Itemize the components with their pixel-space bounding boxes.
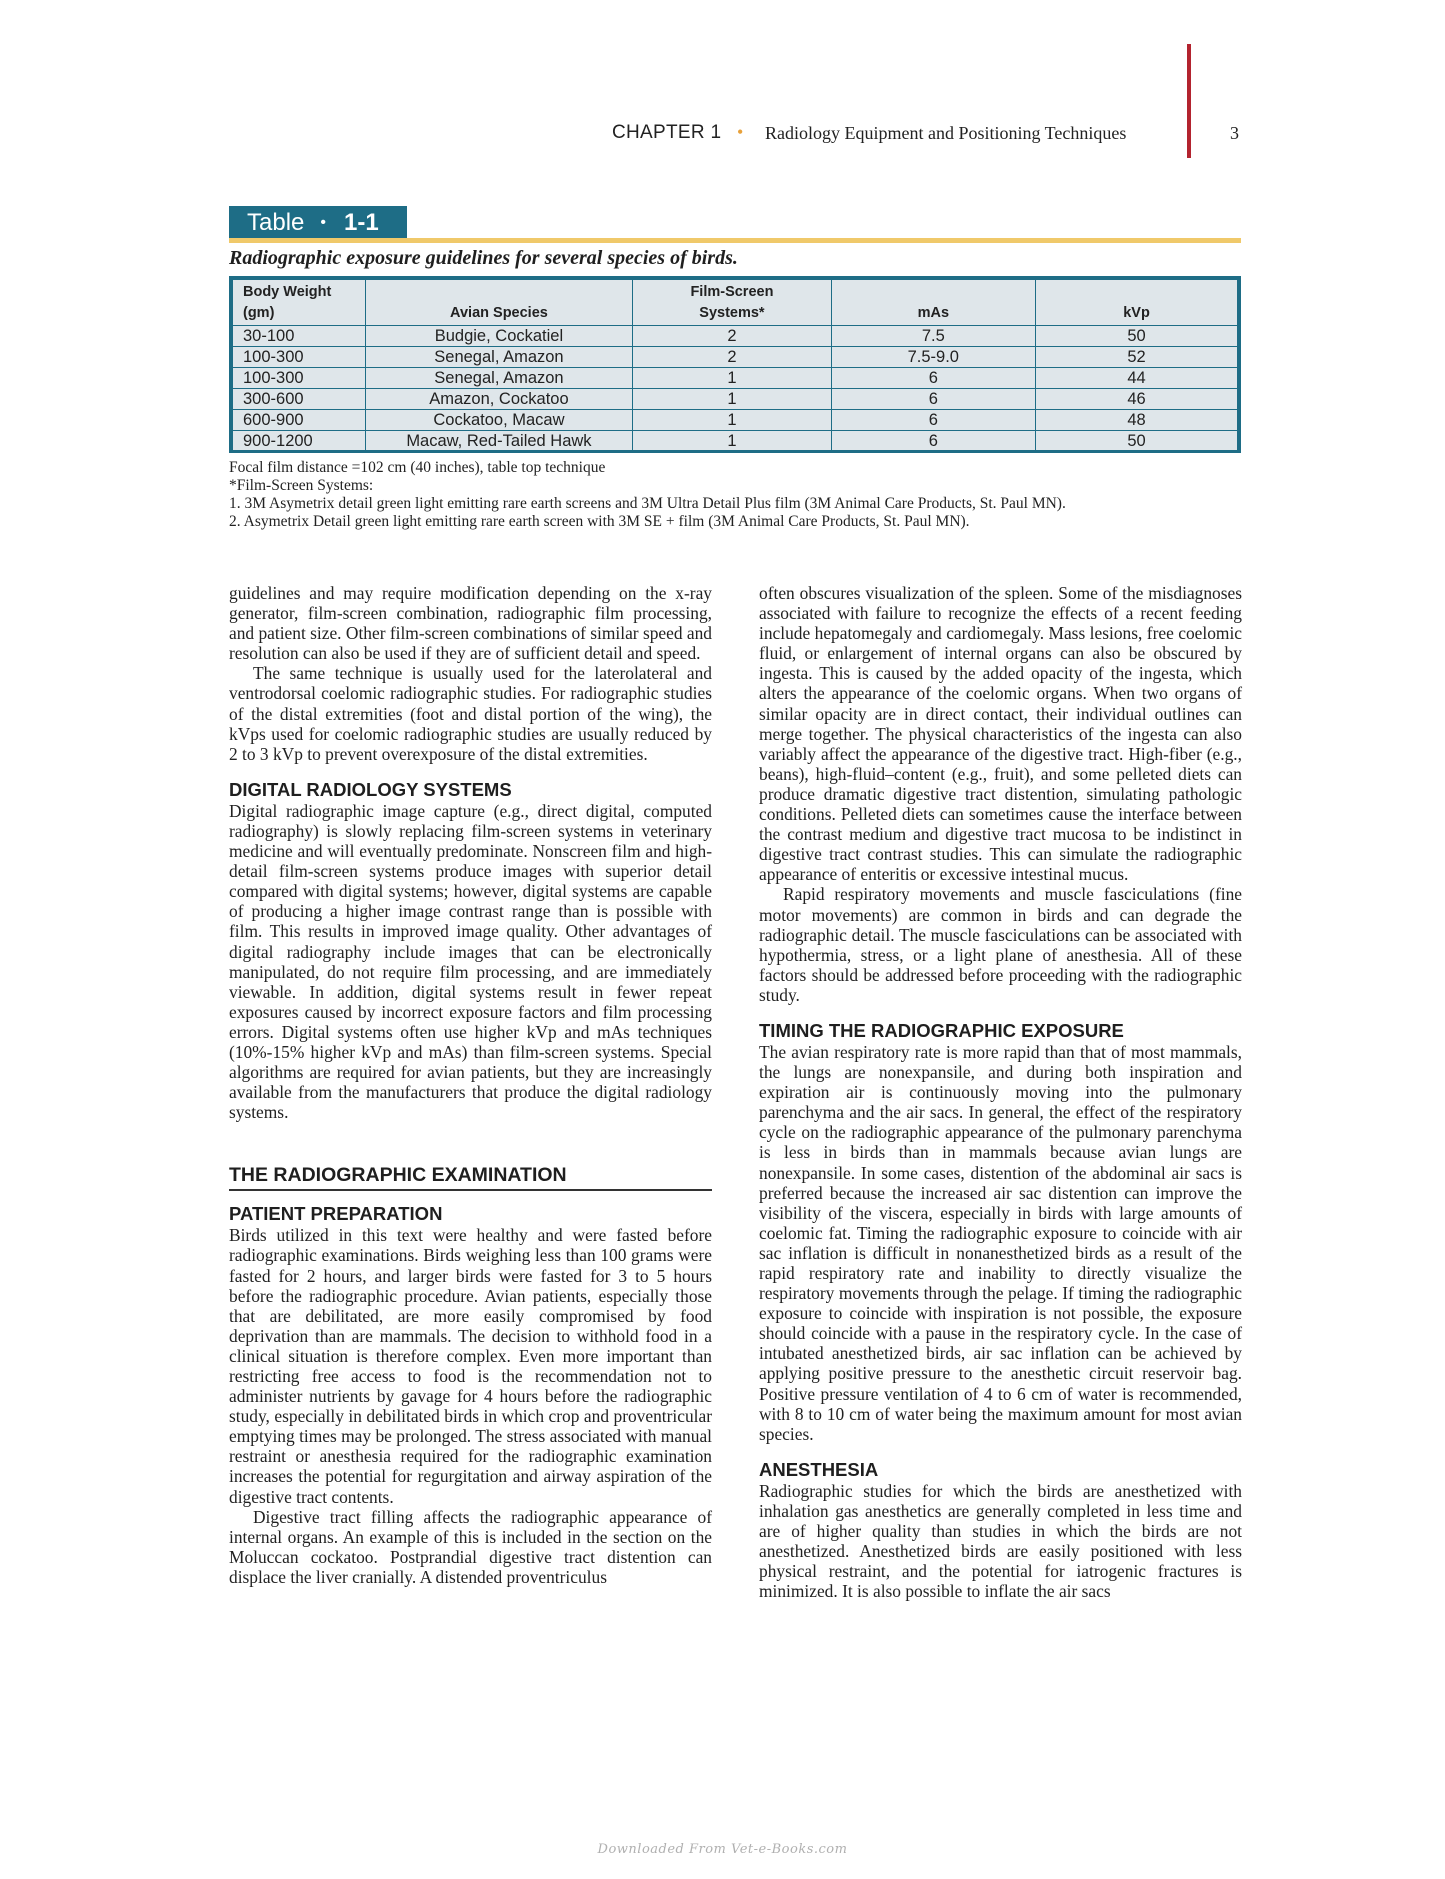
section-heading-radiographic-examination: THE RADIOGRAPHIC EXAMINATION	[229, 1164, 712, 1191]
cell-mas: 7.5-9.0	[831, 347, 1035, 368]
table-label-word: Table	[247, 208, 305, 236]
cell-kvp: 50	[1036, 431, 1238, 452]
section-heading-timing-exposure: TIMING THE RADIOGRAPHIC EXPOSURE	[759, 1019, 1124, 1041]
cell-mas: 6	[831, 389, 1035, 410]
chapter-title: Radiology Equipment and Positioning Techniques	[765, 123, 1127, 143]
exposure-table	[229, 276, 1241, 453]
header-bullet: •	[737, 122, 744, 142]
cell-mas: 6	[831, 368, 1035, 389]
header-avian-species: Avian Species	[365, 280, 633, 326]
paragraph: The avian respiratory rate is more rapid than that of most mammals, the lungs are nonexpansile, and during both inspiration and expiration air is continuously moving into the pulmonary parenchyma and the air sacs. In general, the effect of the respiratory cycle on the radiographic appearance of the pulmonary parenchyma is less in birds than in mammals because avian lungs are nonexpansile. In some cases, distention of the abdominal air sacs is preferred because the increased air sac distention can improve the visibility of the viscera, especially in birds with large amounts of coelomic fat. Timing the radiographic exposure to coincide with air sac inflation is difficult in nonanesthetized birds as a result of the rapid respiratory rate and inability to directly visualize the respiratory movements through the pelage. If timing the radiographic exposure to coincide with inspiration is not possible, the exposure should coincide with a pause in the respiratory cycle. In the case of intubated anesthetized birds, air sac inflation can be achieved by applying positive pressure to the anesthetic circuit reservoir bag. Positive pressure ventilation of 4 to 6 cm of water is recommended, with 8 to 10 cm of water being the maximum amount for most avian species.	[759, 1041, 1242, 1444]
cell-species: Macaw, Red-Tailed Hawk	[365, 431, 633, 452]
paragraph: Digestive tract filling affects the radiographic appearance of internal organs. An example of this is included in the section on the Moluccan cockatoo. Postprandial digestive tract distention can displace the liver cranially. A distended proventriculus	[229, 1506, 712, 1587]
cell-mas: 6	[831, 431, 1035, 452]
cell-species: Cockatoo, Macaw	[365, 410, 633, 431]
cell-kvp: 52	[1036, 347, 1238, 368]
cell-species: Senegal, Amazon	[365, 347, 633, 368]
paragraph: Digital radiographic image capture (e.g., direct digital, computed radiography) is slowly replacing film-screen systems in veterinary medicine and will eventually predominate. Nonscreen film and high-detail film-screen systems produce images with superior detail compared with digital systems; however, digital systems are capable of producing a higher image contrast range than is possible with film. This results in improved image quality. Other advantages of digital radiography include images that can be electronically manipulated, do not require film processing, and are immediately viewable. In addition, digital systems result in fewer repeat exposures caused by incorrect exposure factors and film processing errors. Digital systems often use higher kVp and mAs techniques (10%-15% higher kVp and mAs) than film-screen systems. Special algorithms are required for avian patients, but they are increasingly available from the manufacturers that produce the digital radiology systems.	[229, 800, 712, 1123]
table-header-row	[233, 280, 1238, 326]
paragraph: Radiographic studies for which the birds are anesthetized with inhalation gas anesthetics are generally completed in less time and are of higher quality than studies in which the birds are not anesthetized. Anesthetized birds are easily positioned with less physical restraint, and the potential for iatrogenic fractures is minimized. It is also possible to inflate the air sacs	[759, 1480, 1242, 1602]
table-row	[233, 347, 1238, 368]
paragraph: guidelines and may require modification depending on the x-ray generator, film-screen combination, radiographic film processing, and patient size. Other film-screen combinations of similar speed and resolution can also be used if they are of sufficient detail and speed.	[229, 583, 712, 664]
footnote-system-2: 2. Asymetrix Detail green light emitting rare earth screen with 3M SE + film (3M Animal Care Products, St. Paul MN).	[229, 513, 970, 530]
header-vertical-rule	[1187, 44, 1191, 158]
header-film-screen: Film-Screen Systems*	[633, 280, 831, 326]
exposure-table-grid	[232, 279, 1238, 452]
header-mas: mAs	[831, 280, 1035, 326]
cell-kvp: 48	[1036, 410, 1238, 431]
download-watermark: Downloaded From Vet-e-Books.com	[597, 1842, 848, 1857]
table-row	[233, 410, 1238, 431]
table-row	[233, 431, 1238, 452]
cell-species: Budgie, Cockatiel	[365, 326, 633, 347]
table-label-bullet: •	[320, 213, 326, 231]
table-caption: Radiographic exposure guidelines for several species of birds.	[229, 247, 738, 269]
header-body-weight: Body Weight (gm)	[233, 280, 366, 326]
table-label-number: 1-1	[343, 208, 379, 236]
cell-weight: 100-300	[233, 347, 366, 368]
paragraph: Rapid respiratory movements and muscle fasciculations (fine motor movements) are common in birds and can degrade the radiographic detail. The muscle fasciculations can be associated with hypothermia, stress, or a light plane of anesthesia. All of these factors should be addressed before proceeding with the radiographic study.	[759, 884, 1242, 1005]
paragraph: Birds utilized in this text were healthy and were fasted before radiographic examinations. Birds weighing less than 100 grams were fasted for 2 hours, and larger birds were fasted for 3 to 5 hours before the radiographic procedure. Avian patients, especially those that are debilitated, are more easily compromised by food deprivation than are mammals. The decision to withhold food in a clinical situation is therefore complex. Even more important than restricting free access to food is the recommendation not to administer nutrients by gavage for 4 hours before the radiographic study, especially in debilitated birds in which crop and proventricular emptying times may be prolonged. The stress associated with manual restraint or anesthesia required for the radiographic examination increases the potential for regurgitation and airway aspiration of the digestive tract contents.	[229, 1225, 712, 1507]
cell-weight: 30-100	[233, 326, 366, 347]
table-rule	[229, 238, 1241, 243]
cell-weight: 600-900	[233, 410, 366, 431]
section-heading-patient-preparation: PATIENT PREPARATION	[229, 1203, 443, 1225]
table-row	[233, 326, 1238, 347]
cell-kvp: 50	[1036, 326, 1238, 347]
section-heading-digital-radiology: DIGITAL RADIOLOGY SYSTEMS	[229, 778, 512, 800]
cell-film-screen: 1	[633, 368, 831, 389]
cell-species: Amazon, Cockatoo	[365, 389, 633, 410]
cell-weight: 100-300	[233, 368, 366, 389]
cell-film-screen: 1	[633, 389, 831, 410]
cell-mas: 7.5	[831, 326, 1035, 347]
cell-film-screen: 2	[633, 326, 831, 347]
cell-kvp: 46	[1036, 389, 1238, 410]
cell-weight: 300-600	[233, 389, 366, 410]
section-heading-anesthesia: ANESTHESIA	[759, 1458, 879, 1480]
header-kvp: kVp	[1036, 280, 1238, 326]
footnote-film-screen-heading: *Film-Screen Systems:	[229, 477, 374, 494]
cell-kvp: 44	[1036, 368, 1238, 389]
footnote-system-1: 1. 3M Asymetrix detail green light emitting rare earth screens and 3M Ultra Detail Plus film (3M Animal Care Products, St. Paul MN).	[229, 495, 1066, 512]
cell-film-screen: 1	[633, 431, 831, 452]
cell-species: Senegal, Amazon	[365, 368, 633, 389]
cell-mas: 6	[831, 410, 1035, 431]
table-footnotes	[229, 459, 1259, 531]
footnote-focal-distance: Focal film distance =102 cm (40 inches), table top technique	[229, 459, 606, 476]
right-column	[759, 583, 1242, 1601]
running-header	[0, 122, 1445, 152]
paragraph: The same technique is usually used for the laterolateral and ventrodorsal coelomic radiographic studies. For radiographic studies of the distal extremities (foot and distal portion of the wing), the kVps used for coelomic radiographic studies are usually reduced by 2 to 3 kVp to prevent overexposure of the distal extremities.	[229, 663, 712, 764]
left-column	[229, 583, 712, 1587]
page-number: 3	[1230, 123, 1239, 143]
table-row	[233, 368, 1238, 389]
cell-weight: 900-1200	[233, 431, 366, 452]
cell-film-screen: 1	[633, 410, 831, 431]
table-label	[229, 206, 407, 239]
cell-film-screen: 2	[633, 347, 831, 368]
paragraph: often obscures visualization of the spleen. Some of the misdiagnoses associated with failure to recognize the effects of a recent feeding include hepatomegaly and cardiomegaly. Mass lesions, free coelomic fluid, or enlargement of internal organs can also be obscured by ingesta. This is caused by the added opacity of the ingesta, which alters the appearance of the coelomic organs. When two organs of similar opacity are in direct contact, their individual outlines can merge together. The physical characteristics of the ingesta can also variably affect the appearance of the digestive tract. High-fiber (e.g., beans), high-fluid–content (e.g., fruit), and some pelleted diets can produce dramatic digestive tract distention, simulating pathologic conditions. Pelleted diets can sometimes cause the interface between the contrast medium and digestive tract mucosa to be indistinct in digestive tract contrast studies. This can simulate the radiographic appearance of enteritis or excessive intestinal mucus.	[759, 583, 1242, 885]
chapter-label: CHAPTER 1	[612, 122, 722, 143]
table-row	[233, 389, 1238, 410]
